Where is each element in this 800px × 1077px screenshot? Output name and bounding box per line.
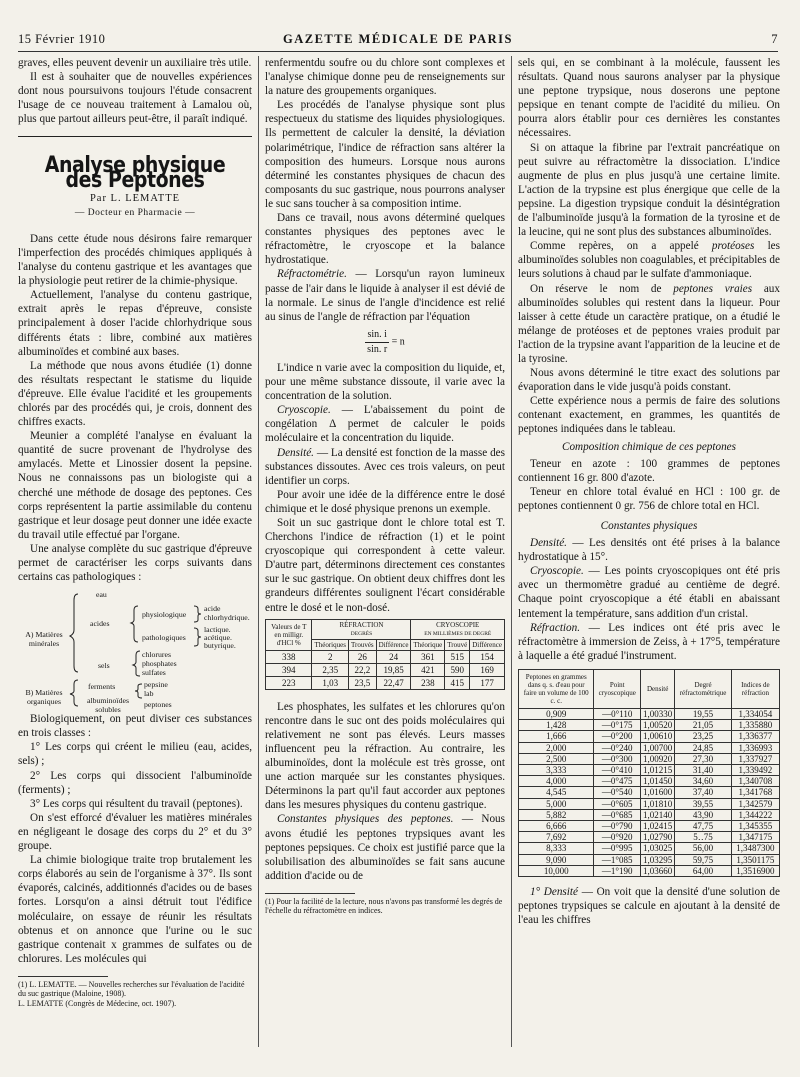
paragraph: Meunier a complété l'analyse en évaluant la quantité de sucre provenant de l'hydrolyse des amylacés. Mette et Linossier dosent la pepsine. Nous ne connaissons pas un biologiste qui a cherché une méthode de dosage des peptones. Ces corps représentent la partie assimilable du contenu gastrique et leur dosage peut donner une idée exacte du travail utile effectué par l'organe. [18,430,252,541]
table-cell: 2,35 [312,663,349,676]
footnote: L. LEMATTE (Congrès de Médecine, oct. 1907). [18,998,177,1008]
table-cell: 2,500 [519,753,594,764]
table-cell: 1,02790 [641,832,675,843]
paragraph-text: On réserve le nom de [530,282,674,295]
paragraph [518,621,780,663]
table-cell: —0°605 [594,798,641,809]
table-cell: 1,03295 [641,854,675,865]
table-header: Indices de réfraction [731,669,779,708]
author: Par L. LEMATTE [89,192,181,204]
tree-item: ferments [88,682,116,692]
term: peptones vraies [673,282,753,295]
tree-item: pathologiques [142,633,186,643]
table-cell: 1,00700 [641,742,675,753]
issue-date: 15 Février 1910 [18,32,106,46]
table-header-main: CRYOSCOPIE [436,620,480,629]
paragraph: Teneur en chlore total évalué en HCl : 100 gr. de peptones contiennent 0 gr. 756 de chlore total en HCl. [518,485,780,512]
table-cell: 56,00 [675,843,731,854]
table-row [519,776,780,787]
table-header: Théorique [411,639,445,650]
paragraph: sels qui, en se combinant à la molécule, faussent les résultats. Quand nous saurons analyser par la physique une peptone trypsique, nous doserons une peptone pepsique en tenant compte de l'acidité du milieu. On pourra alors établir pour ces dernières les constantes nécessaires. [518,57,780,140]
table-cell: 43,90 [675,809,731,820]
table-cell: 361 [411,650,445,663]
journal-title: GAZETTE MÉDICALE DE PARIS [282,32,513,46]
table-cell: —0°410 [594,764,641,775]
table-row [519,708,780,719]
paragraph: Biologiquement, on peut diviser ces substances en trois classes : [18,713,252,740]
paragraph [265,403,505,445]
paragraph [518,564,780,620]
author-title: — Docteur en Pharmacie — [74,207,196,218]
snell-formula [265,328,505,357]
paragraph: 2° Les corps qui dissocient l'albuminoïde (ferments) ; [18,769,252,796]
table-cell: 1,3501175 [731,854,779,865]
section-label: Cryoscopie. [530,565,584,578]
paragraph: Soit un suc gastrique dont le chlore total est T. Cherchons l'indice de réfraction (1) et le point cryoscopique qui correspondent à cette valeur. D'autre part, déterminons directement ces constantes sur le suc gastrique. On obtient deux chiffres dont les grandeurs différentes soulignent l'écart considérable entre le dosé et le non-dosé. [265,517,505,614]
table-cell: —1°085 [594,854,641,865]
table-header: Densité [641,669,675,708]
table-cell: 590 [445,663,470,676]
comparison-table [265,619,505,690]
table-cell: 1,02140 [641,809,675,820]
tree-item: peptones [144,700,172,710]
table-cell: 24,85 [675,742,731,753]
table-cell: 1,01600 [641,787,675,798]
paragraph: 1° Les corps qui créent le milieu (eau, acides, sels) ; [18,741,252,768]
table-header [411,619,505,639]
footnote: (1) Pour la facilité de la lecture, nous n'avons pas transformé les degrés de l'échelle du réfractomètre en indices. [265,896,503,916]
table-header: Différence [376,639,411,650]
table-cell: 1,03 [312,676,349,689]
table-cell: —0°175 [594,720,641,731]
table-cell: 4,000 [519,776,594,787]
paragraph [265,812,505,882]
paragraph: Si on attaque la fibrine par l'extrait pancréatique on peut suivre au réfractomètre la dissociation. L'indice augmente de plus en plus jusqu'à une certaine limite. L'action de la trypsine est plus énergique que celle de la pepsine. La digestion trypsique conduit la désintégration de l'albuminoïde jusqu'à la formation de la tyrosine et de la leucine, qui ne sont plus des substances albuminoïdes. [518,141,780,239]
tree-item: physiologique [142,610,187,620]
table-cell: 59,75 [675,854,731,865]
paragraph [265,267,505,323]
table-cell: 1,03660 [641,865,675,876]
paragraph [518,239,780,281]
table-cell: 1,3487300 [731,843,779,854]
table-header-main: RÉFRACTION [339,620,384,629]
table-cell: 22,47 [376,676,411,689]
tree-item: acide chlorhydrique. [204,604,250,623]
table-cell: —0°995 [594,843,641,854]
table-cell: 9,090 [519,854,594,865]
article-title: Analyse physique des Peptones [44,153,226,193]
table-cell: 1,428 [519,720,594,731]
section-label: Réfraction. [530,621,581,634]
table-row [519,809,780,820]
paragraph [518,885,780,927]
table-row [519,832,780,843]
table-cell: 0,909 [519,708,594,719]
table-row [266,663,505,676]
column-2 [265,56,505,916]
tree-item: eau [96,590,107,600]
paragraph-text: aux albuminoïdes solubles qui restent dans la liqueur. Pour laisser à cette étude un caractère pratique, on a étudié le mélange de protéoses et de peptones vraies produit par l'action de la trypsine avant l'apparition de la leucine et de la tyrosine. [518,282,780,365]
table-cell: 5,882 [519,809,594,820]
table-row [266,676,505,689]
table-cell: 1,336993 [731,742,779,753]
formula-denominator: sin. r [367,343,388,355]
table-cell: 5,000 [519,798,594,809]
table-cell: 47,75 [675,820,731,831]
table-header: Théoriques [312,639,349,650]
paragraph: Les phosphates, les sulfates et les chlorures qu'on rencontre dans le suc ont des poids moléculaires qui relativement ne sont pas élevés. Leurs masses influencent peu la réfraction. Au contraire, les albuminoïdes, dont la molécule est très grosse, ont une action marquée sur les constantes physiques. Déterminons la part qu'il faut accorder aux peptones dans les mesures physiques du contenu gastrique. [265,700,505,812]
tree-item: sulfates [142,668,166,678]
table-row [266,650,505,663]
tree-item: phosphates [142,659,177,669]
paragraph: Pour avoir une idée de la différence entre le dosé chimique et le dosé physique prenons un exemple. [265,488,505,515]
table-cell: 34,60 [675,776,731,787]
paragraph [265,446,505,488]
table-header: Trouvés [348,639,376,650]
column-1 [18,56,252,1008]
table-cell: 1,02415 [641,820,675,831]
table-cell: 19,85 [376,663,411,676]
table-header-sub: DEGRÉS [350,630,373,637]
table-cell: 4,545 [519,787,594,798]
tree-item: A) Matières minérales [25,630,63,649]
paragraph: Dans cette étude nous désirons faire remarquer l'imperfection des procédés chimiques appliqués à l'analyse du contenu gastrique et les avantages que la physiologie peut retirer de la chimie-physique. [18,232,252,288]
table-cell: 1,345355 [731,820,779,831]
table-header: Degré réfractométrique [675,669,731,708]
table-cell: 421 [411,663,445,676]
tree-item: acétique. [204,633,232,643]
table-cell: 8,333 [519,843,594,854]
table-cell: 1,00610 [641,731,675,742]
section-label: Constantes physiques des peptones. [277,813,454,826]
table-header: Différence [470,639,505,650]
section-title: Constantes physiques [600,520,698,532]
table-cell: 7,692 [519,832,594,843]
table-row [519,854,780,865]
table-cell: 415 [445,676,470,689]
table-row [519,753,780,764]
paragraph: Une analyse complète du suc gastrique d'épreuve permet de caractériser les corps suivants dans certains cas pathologiques : [18,542,252,584]
paragraph: Actuellement, l'analyse du contenu gastrique, extrait après le repas d'épreuve, consiste principalement à doser l'acide chlorhydrique sous différents états : libre, combiné aux matières albuminoïdes et combiné aux bases. [18,289,252,358]
table-cell: 23,5 [348,676,376,689]
table-cell: 1,334054 [731,708,779,719]
paragraph: 3° Les corps qui résultent du travail (peptones). [30,797,243,810]
constants-table [518,669,780,877]
table-row [519,720,780,731]
table-cell: 1,01215 [641,764,675,775]
paragraph-text: — Les densités ont été prises à la balance hydrostatique à 15°. [518,537,780,564]
table-cell: —0°540 [594,787,641,798]
paragraph [518,536,780,564]
section-label: Densité. [277,446,314,459]
tree-item: albuminoïdes solubles [86,696,129,715]
table-cell: 27,30 [675,753,731,764]
table-cell: 1,666 [519,731,594,742]
section-label: 1° Densité [530,885,578,898]
paragraph-text: — Les points cryoscopiques ont été pris avec un thermomètre gradué au centième de degré. Chaque point cryoscopique a été établi en abaissant lentement la température, sans addition d'un cristal. [518,565,780,620]
paragraph: L'indice n varie avec la composition du liquide, et, pour une même substance dissoute, il varie avec la concentration de la solution. [265,361,505,403]
table-body [519,708,780,876]
paragraph: graves, elles peuvent devenir un auxiliaire très utile. [18,57,252,69]
section-label: Cryoscopie. [277,404,331,417]
table-header-sub: EN MILLIÈMES DE DEGRÉ [424,630,492,637]
table-body [266,650,505,689]
term: protéoses [711,240,755,253]
table-cell: 238 [411,676,445,689]
table-cell: 1,344222 [731,809,779,820]
tree-item: butyrique. [204,641,236,651]
paragraph-text: — On voit que la densité d'une solution de peptones trypsiques se calcule en ajoutant à la densité de l'eau les chiffres [518,885,780,927]
paragraph-text: — Nous avons étudié les peptones trypsiques avant les peptones pepsiques. Ce choix est justifié parce que la solubilisation des albuminoïdes se fait sans aucune addition d'acide ou de [265,813,506,882]
paragraph-text: — Lorsqu'un rayon lumineux passe de l'air dans le liquide à analyser il est dévié de la normale. Le sinus de l'angle d'incidence est relié au sinus de l'angle de réfraction par l'équation [265,268,505,323]
article-separator [18,136,252,137]
table-cell: 10,000 [519,865,594,876]
column-divider [258,56,259,1047]
table-cell: 31,40 [675,764,731,775]
tree-item: acides [90,619,110,629]
classification-tree [18,588,252,715]
tree-item: lactique. [204,625,231,635]
table-cell: —0°110 [594,708,641,719]
table-cell: 1,342579 [731,798,779,809]
table-cell: —0°685 [594,809,641,820]
tree-item: B) Matières organiques [25,688,63,707]
table-row [519,798,780,809]
table-cell: —0°920 [594,832,641,843]
table-cell: 223 [266,676,312,689]
header-rule [18,51,778,52]
table-row [519,731,780,742]
footnote-rule [265,893,355,894]
paragraph: On s'est efforcé d'évaluer les matières minérales en négligeant le dosage des corps du 2° et du 3° groupe. [18,811,252,853]
tree-item: sels [98,661,110,671]
table-cell: 19,55 [675,708,731,719]
table-cell: 23,25 [675,731,731,742]
table-cell: 1,337927 [731,753,779,764]
table-cell: 1,01810 [641,798,675,809]
paragraph: Les procédés de l'analyse physique sont plus respectueux du statisme des liquides physiologiques. Ils permettent de calculer la densité, la déviation polarimétrique, l'indice de réfraction sans altérer la composition des humeurs. Lorsque nous aurons déterminé les constantes physiques de chacun des composants du suc gastrique, nous pourrons analyser le suc sans toucher à sa composition intime. [265,99,505,210]
table-cell: 39,55 [675,798,731,809]
table-row [519,764,780,775]
section-label: Densité. [530,537,567,550]
table-cell: 1,00330 [641,708,675,719]
paragraph: renfermentdu soufre ou du chlore sont complexes et l'analyse chimique donne peu de renseignements sur la nature des groupements organiques. [265,57,505,98]
table-cell: 1,341768 [731,787,779,798]
table-row [519,820,780,831]
table-cell: 515 [445,650,470,663]
table-cell: 1,3516900 [731,865,779,876]
table-cell: 1,340708 [731,776,779,787]
tree-item: lab [144,689,154,699]
section-title: Composition chimique de ces peptones [562,440,736,453]
table-cell: 1,00920 [641,753,675,764]
table-cell: —0°300 [594,753,641,764]
table-cell: 394 [266,663,312,676]
table-cell: 1,00520 [641,720,675,731]
paragraph: La méthode que nous avons étudiée (1) donne des résultats respectant le statisme du liquide d'épreuve. Elle évalue l'acidité et les groupements chlorés par des procédés qui, je crois, donnent des chiffres exacts. [18,359,252,429]
table-cell: 64,00 [675,865,731,876]
table-header: Valeurs de T en milligr. d'HCl % [266,619,312,650]
paragraph: Teneur en azote : 100 grammes de peptones contiennent 16 gr. 800 d'azote. [518,457,780,484]
table-cell: 1,347175 [731,832,779,843]
table-cell: —1°190 [594,865,641,876]
table-cell: 1,03025 [641,843,675,854]
formula-rhs: = n [391,336,405,348]
table-header: Point cryoscopique [594,669,641,708]
column-3 [518,56,780,927]
table-cell: 169 [470,663,505,676]
table-cell: 26 [348,650,376,663]
table-cell: 21,05 [675,720,731,731]
table-cell: —0°200 [594,731,641,742]
page-header [18,32,778,48]
paragraph-text: — La densité est fonction de la masse des substances dissoutes. Avec ces trois valeurs, on peut identifier un corps. [265,446,505,487]
table-cell: 1,336377 [731,731,779,742]
table-cell: —0°475 [594,776,641,787]
table-cell: 24 [376,650,411,663]
table-row [519,742,780,753]
paragraph-text: — L'abaissement du point de congélation Δ permet de calculer le poids moléculaire et la concentration du liquide. [265,404,505,445]
table-header: Peptones en grammes dans q. s. d'eau pour faire un volume de 100 c. c. [519,669,594,708]
footnote: (1) L. LEMATTE. — Nouvelles recherches sur l'évaluation de l'acidité du suc gastrique (Maloine, 1908). [18,979,245,999]
tree-item: pepsine [144,680,168,690]
paragraph-text: — Les indices ont été pris avec le réfractomètre à immersion de Zeiss, à + 17°5, température à laquelle a été gradué l'instrument. [518,621,780,662]
table-row [519,787,780,798]
tree-item: chlorures [142,650,172,660]
table-row [519,865,780,876]
table-row [519,843,780,854]
table-cell: 3,333 [519,764,594,775]
paragraph-text: les albuminoïdes solubles non coagulables, et précipitables de leurs solutions à chaud par le sulfate d'ammoniaque. [518,240,780,281]
section-label: Réfractométrie. [277,268,347,281]
paragraph: Dans ce travail, nous avons déterminé quelques constantes physiques des peptones avec le réfractomètre, le cryoscope et la balance hydrostatique. [265,212,505,267]
formula-numerator: sin. i [365,328,389,343]
table-cell: 154 [470,650,505,663]
paragraph-text: Comme repères, on a appelé [530,240,712,253]
paragraph: Nous avons déterminé le titre exact des solutions par évaporation dans le vide jusqu'à poids constant. [518,367,780,394]
table-cell: 338 [266,650,312,663]
paragraph: Cette expérience nous a permis de faire des solutions contenant exactement, en grammes, les quantités de peptones indiquées dans le tableau. [518,395,780,436]
footnote-rule [18,976,108,977]
table-cell: —0°790 [594,820,641,831]
table-cell: 2 [312,650,349,663]
table-cell: 1,339492 [731,764,779,775]
paragraph [518,282,780,367]
table-cell: —0°240 [594,742,641,753]
table-header [312,619,411,639]
table-cell: 2,000 [519,742,594,753]
table-cell: 5‥75 [675,832,731,843]
table-header: Trouvé [445,639,470,650]
table-cell: 177 [470,676,505,689]
table-cell: 1,335880 [731,720,779,731]
paragraph: Il est à souhaiter que de nouvelles expériences dont nous poursuivons toujours l'étude consacrent l'usage de ce nouveau traitement à Lamalou où, plus que partout ailleurs peut-être, il paraît indiqué. [18,71,252,126]
paragraph: La chimie biologique traite trop brutalement les corps élaborés au sein de l'organisme à 37°. Ils sont évaporés, calcinés, additionnés d'acides ou de bases fortes. Lorsqu'on a ainsi détruit tout l'édifice moléculaire, on essaye de réunir les résultats obtenus et on annonce que l'urine ou le suc gastrique contenait x grammes de sulfates ou de chlorures. Les molécules qui [18,854,252,965]
table-cell: 6,666 [519,820,594,831]
table-cell: 1,01450 [641,776,675,787]
column-divider [511,56,512,1047]
page-number: 7 [771,32,778,46]
table-cell: 37,40 [675,787,731,798]
table-cell: 22,2 [348,663,376,676]
